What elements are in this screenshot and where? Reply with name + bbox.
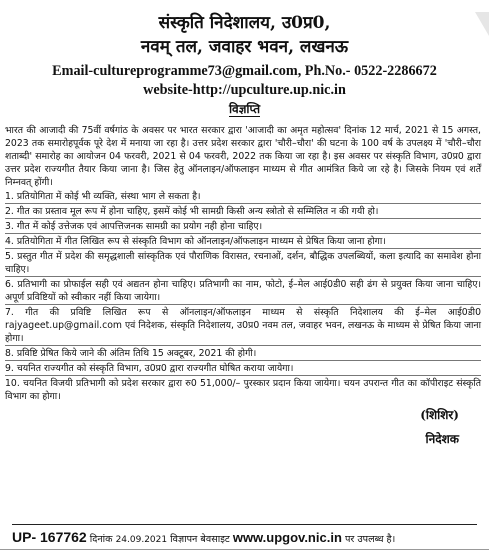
notice-title-text: विज्ञप्ति [228, 102, 261, 116]
letterhead [0, 12, 489, 99]
rule-item: 2. गीत का प्रस्ताव मूल रूप में होना चाहिए, इसमें कोई भी सामग्री किसी अन्य स्त्रोतो से सम्मिलित न की गयी हो। [5, 203, 481, 218]
department-address: नवम् तल, जवाहर भवन, लखनऊ [140, 37, 349, 57]
rule-item: 8. प्रविष्टि प्रेषित किये जाने की अंतिम तिथि 15 अक्टूबर, 2021 की होगी। [5, 345, 481, 360]
contact-email-phone: Email-cultureprogramme73@gmail.com, Ph.No.- 0522-2286672 [52, 63, 437, 79]
footer-website-label: विज्ञापन बेवसाइट [167, 534, 233, 545]
advertisement-code: UP- 167762 [12, 529, 87, 545]
rule-item: 3. गीत में कोई उत्तेजक एवं आपत्तिजनक सामग्री का प्रयोग नही होना चाहिए। [5, 218, 481, 233]
signatory-name: (शिशिर) [420, 408, 459, 422]
footer-date-label: दिनांक [86, 534, 116, 545]
rule-item: 1. प्रतियोगिता में कोई भी व्यक्ति, संस्था भाग ले सकता है। [5, 191, 201, 202]
signatory-designation: निदेशक [425, 432, 459, 446]
department-name: संस्कृति निदेशालय, उ0प्र0, [158, 13, 331, 33]
notice-title [0, 101, 489, 117]
rule-item: 9. चयनित राज्यगीत को संस्कृति विभाग, उ0प्र0 द्वारा राज्यगीत घोषित कराया जायेगा। [5, 360, 481, 375]
footer-suffix: पर उपलब्ध है। [341, 534, 396, 545]
rules-list [5, 189, 481, 403]
rule-item: 7. गीत की प्रविष्टि लिखित रूप से ऑनलाइन/ऑफलाइन माध्यम से संस्कृति निदेशालय की ई–मेल आई0डी0 rajyageet.up@gmail.com एवं निदेशक, संस्कृति निदेशालय, उ0प्र0 नवम तल, जवाहर भवन, लखनऊ के माध्यम से प्रेषित किया जाना होगा। [5, 304, 481, 345]
footer-date: 24.09.2021 [115, 535, 168, 545]
footer-strip [12, 524, 477, 548]
website-line: website-http://upculture.up.nic.in [143, 82, 346, 98]
rule-item: 10. चयनित विजयी प्रतिभागी को प्रदेश सरकार द्वारा रु0 51,000/– पुरस्कार प्रदान किया जायेगा। चयन उपरान्त गीत का कॉपीराइट संस्कृति विभाग का होगा। [5, 375, 481, 403]
advertisement-page [0, 12, 489, 552]
notice-body [5, 124, 481, 447]
rule-item: 5. प्रस्तुत गीत में प्रदेश की समृद्धशाली सांस्कृतिक एवं पौराणिक विरासत, रचनाओं, दर्शन, बौद्धिक उपलब्धियों, कला इत्यादि का समावेश होना चाहिए। [5, 248, 481, 276]
rule-item: 4. प्रतियोगिता में गीत लिखित रूप से संस्कृति विभाग को ऑनलाइन/ऑफलाइन माध्यम से प्रेषित किया जाना होगा। [5, 233, 481, 248]
footer-website-link[interactable]: www.upgov.nic.in [232, 530, 342, 545]
rule-item: 6. प्रतिभागी का प्रोफाईल सही एवं अद्यतन होना चाहिए। प्रतिभागी का नाम, फोटो, ई–मेल आई0डी0 सही ढंग से प्रयुक्त किया जाना चाहिए। अपूर्ण प्रविष्टियों को स्वीकार नहीं किया जायेगा। [5, 276, 481, 304]
bottom-divider [0, 549, 489, 550]
intro-paragraph: भारत की आजादी की 75वीं वर्षगांठ के अवसर पर भारत सरकार द्वारा 'आजादी का अमृत महोत्सव' दिनांक 12 मार्च, 2021 से 15 अगस्त, 2023 तक समारोहपूर्वक पूरे देश में मनाया जा रहा है। उत्तर प्रदेश सरकार द्वारा 'चौरी–चौरा' की घटना के 100 वर्ष के उपलक्ष्य में 'चौरी–चौरा शताब्दी' समारोह का आयोजन 04 फरवरी, 2021 से 04 फरवरी, 2022 तक किया जा रहा है। इस अवसर पर संस्कृति विभाग, उ0प्र0 द्वारा उत्तर प्रदेश राज्यगीत तैयार किया जाना है। जिस हेतु ऑनलाइन/ऑफलाइन माध्यम से गीत आमंत्रित किये जा रहे है। जिसके नियम एवं शर्तें निम्नवत् होंगी। [5, 125, 481, 188]
